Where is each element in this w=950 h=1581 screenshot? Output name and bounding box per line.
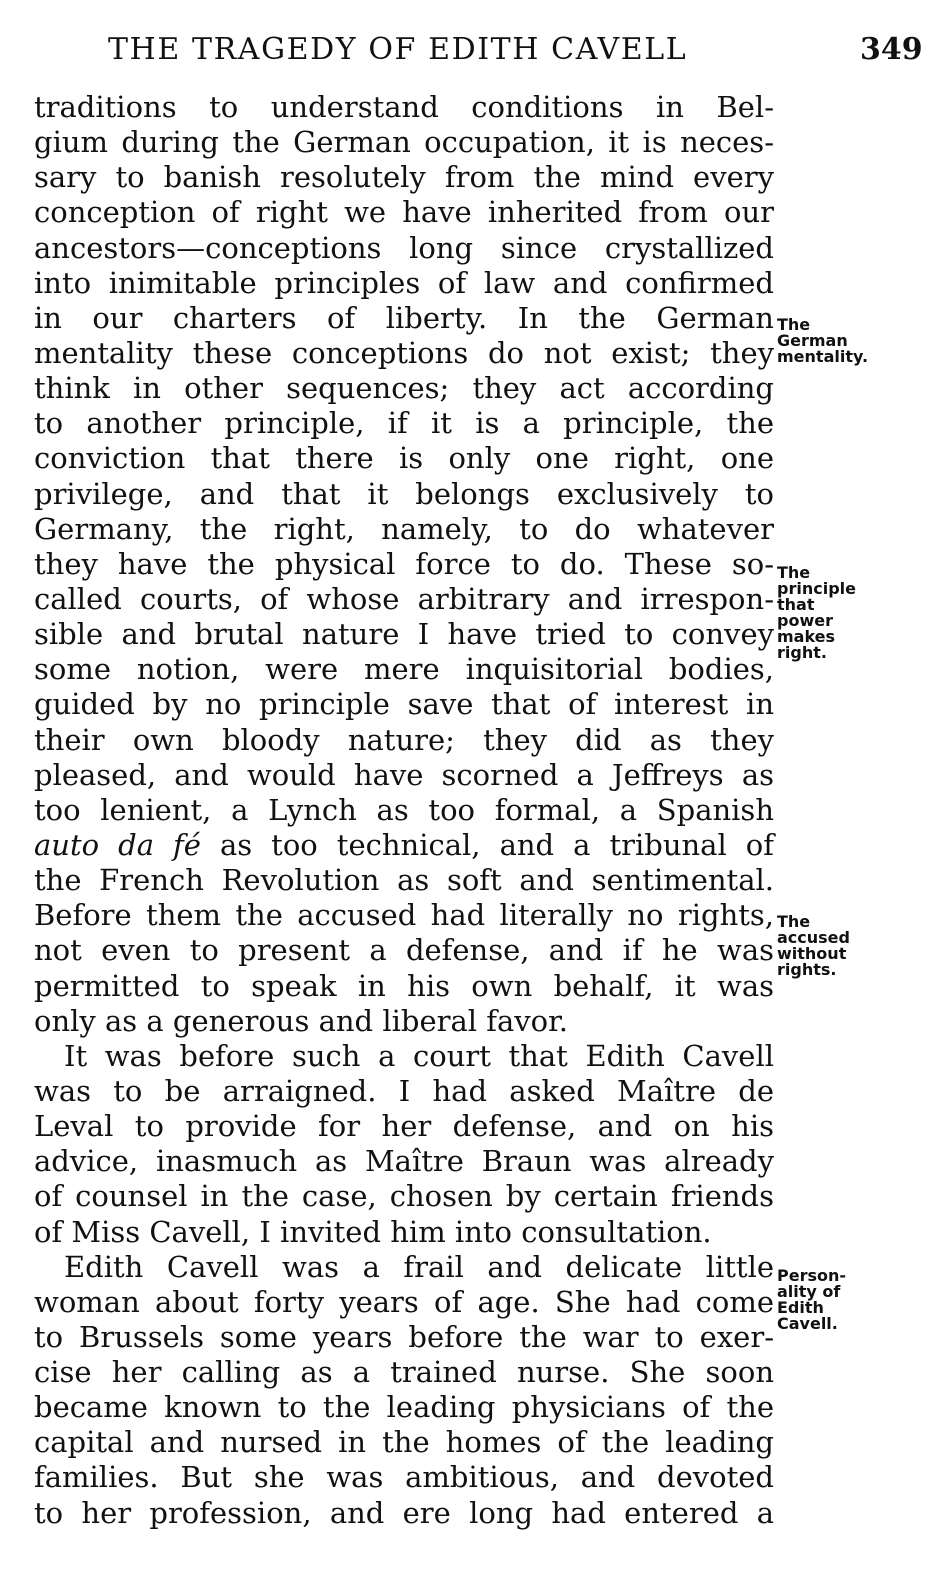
margin-note-line: The [777, 912, 811, 931]
running-title: THE TRAGEDY OF EDITH CAVELL [108, 32, 688, 67]
text-line: Leval to provide for her defense, and on his [34, 1109, 774, 1144]
text-line-with-italic [34, 828, 774, 863]
text-line: was to be arraigned. I had asked Maître de [34, 1073, 774, 1108]
text-line: cise her calling as a trained nurse. She soon [34, 1355, 774, 1390]
text-line: families. But she was ambitious, and devoted [34, 1460, 774, 1495]
text-line: of Miss Cavell, I invited him into consultation. [34, 1214, 712, 1249]
margin-note-line: mentality. [777, 347, 869, 366]
text-line: sary to banish resolutely from the mind every [34, 160, 774, 195]
text-line-paragraph-start: Edith Cavell was a frail and delicate little [64, 1249, 774, 1284]
text-line: the French Revolution as soft and sentimental. [34, 863, 774, 898]
text-line: not even to present a defense, and if he was [34, 933, 774, 968]
text-line-paragraph-start: It was before such a court that Edith Cavell [64, 1038, 774, 1073]
margin-note-line: The [777, 563, 811, 582]
text-line: ancestors—conceptions long since crystallized [34, 230, 774, 265]
text-line: gium during the German occupation, it is neces- [34, 125, 774, 160]
text-line: mentality these conceptions do not exist; they [34, 335, 774, 370]
margin-note-line: The [777, 315, 811, 334]
margin-note-line: German [777, 331, 848, 350]
text-line: conviction that there is only one right, one [34, 441, 774, 476]
margin-note-personality [777, 1268, 927, 1332]
text-line-rest: as too technical, and a tribunal of [219, 827, 774, 862]
text-line: of counsel in the case, chosen by certain friends [34, 1179, 774, 1214]
body-text [34, 90, 774, 1531]
text-line: called courts, of whose arbitrary and irrespon- [34, 581, 774, 616]
text-line: Germany, the right, namely, to do whatever [34, 511, 774, 546]
page-number: 349 [860, 32, 923, 67]
text-line: some notion, were mere inquisitorial bodies, [34, 652, 774, 687]
text-line: think in other sequences; they act according [34, 371, 774, 406]
margin-note-line: ality of [777, 1282, 841, 1301]
margin-note-line: principle [777, 579, 856, 598]
margin-note-german-mentality [777, 317, 927, 365]
text-line: into inimitable principles of law and confirmed [34, 265, 774, 300]
italic-phrase: auto da fé [34, 827, 201, 862]
text-line: to Brussels some years before the war to exer- [34, 1319, 774, 1354]
margin-note-line: Person- [777, 1266, 847, 1285]
text-line: only as a generous and liberal favor. [34, 1003, 569, 1038]
text-line: woman about forty years of age. She had come [34, 1284, 774, 1319]
margin-note-accused-rights [777, 914, 927, 978]
margin-note-line: without [777, 944, 847, 963]
text-line: became known to the leading physicians of the [34, 1390, 774, 1425]
page-header [0, 28, 950, 72]
text-line: conception of right we have inherited from our [34, 195, 774, 230]
margin-note-line: makes [777, 627, 836, 646]
margin-note-principle-power [777, 565, 927, 661]
text-line: to her profession, and ere long had entered a [34, 1495, 774, 1530]
text-line: advice, inasmuch as Maître Braun was already [34, 1144, 774, 1179]
text-line: privilege, and that it belongs exclusively to [34, 476, 774, 511]
margin-note-line: Edith [777, 1298, 824, 1317]
margin-note-line: rights. [777, 960, 837, 979]
margin-note-line: power [777, 611, 833, 630]
text-line: too lenient, a Lynch as too formal, a Spanish [34, 792, 774, 827]
text-line: pleased, and would have scorned a Jeffreys as [34, 757, 774, 792]
text-line: capital and nursed in the homes of the leading [34, 1425, 774, 1460]
margin-note-line: that [777, 595, 815, 614]
text-line: Before them the accused had literally no rights, [34, 898, 774, 933]
margin-note-line: right. [777, 643, 827, 662]
text-line: in our charters of liberty. In the German [34, 300, 774, 335]
text-line: to another principle, if it is a principle, the [34, 406, 774, 441]
margin-note-line: accused [777, 928, 850, 947]
text-line: guided by no principle save that of interest in [34, 687, 774, 722]
text-line: permitted to speak in his own behalf, it was [34, 968, 774, 1003]
text-line: they have the physical force to do. These so- [34, 546, 774, 581]
margin-note-line: Cavell. [777, 1314, 838, 1333]
text-line: traditions to understand conditions in Bel- [34, 90, 774, 124]
text-line: their own bloody nature; they did as they [34, 722, 774, 757]
text-line: sible and brutal nature I have tried to convey [34, 617, 774, 652]
